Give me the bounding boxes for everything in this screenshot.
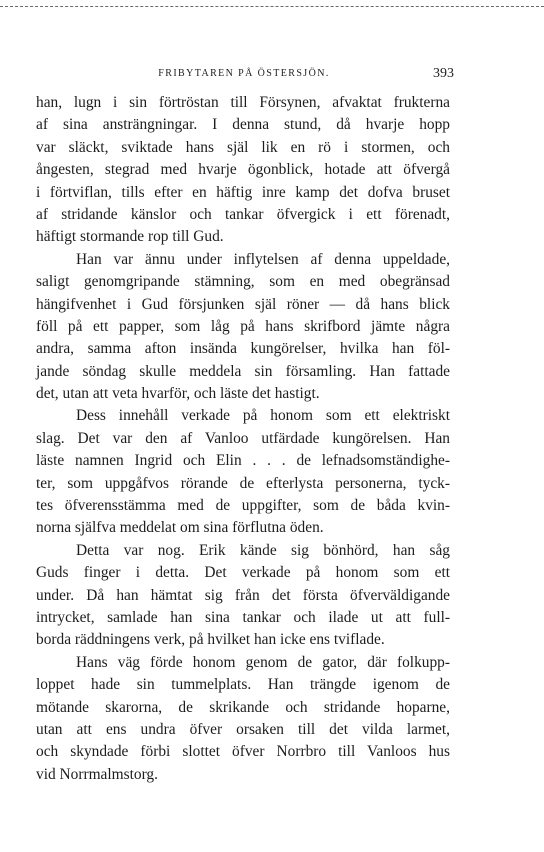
text-line: i förtviflan, tills efter en häftig inre kamp det dofva bruset [36, 183, 450, 201]
text-line: han, lugn i sin förtröstan till Försynen, afvaktat frukterna [36, 94, 450, 111]
text-line: jande söndag skulle meddela sin församling. Han fattade [36, 362, 450, 380]
text-line: läste namnen Ingrid och Elin . . . de lefnadsomständighe- [36, 452, 450, 470]
text-line: det, utan att veta hvarför, och läste det hastigt. [36, 385, 320, 403]
text-line: och skyndade förbi slottet öfver Norrbro till Vanloos hus [36, 743, 450, 761]
running-title: FRIBYTAREN PÅ ÖSTERSJÖN. [158, 68, 330, 79]
text-line: Detta var nog. Erik kände sig bönhörd, han såg [76, 541, 450, 559]
running-head [38, 66, 454, 82]
paragraph [36, 249, 450, 406]
paragraph-text [36, 92, 450, 249]
text-line: föll på ett papper, som låg på hans skrifbord jämte några [36, 317, 450, 335]
text-line: Guds finger i detta. Det verkade på honom som ett [36, 564, 450, 582]
text-line: ångesten, stegrad med hvarje ögonblick, hotade att öfvergå [36, 161, 450, 179]
text-line: mötande skarorna, de skrikande och stridande hoparne, [36, 698, 450, 716]
text-line: under. Då han hämtat sig från det första öfverväldigande [36, 586, 450, 604]
text-line: Han var ännu under inflytelsen af denna uppeldade, [76, 250, 450, 268]
text-line: slag. Det var den af Vanloo utfärdade kungörelsen. Han [36, 429, 450, 447]
text-line: af sina ansträngningar. I denna stund, då hvarje hopp [36, 116, 450, 134]
paragraph [36, 92, 450, 249]
text-line: Hans väg förde honom genom de gator, där folkupp- [76, 653, 450, 671]
body-text [36, 92, 450, 786]
text-line: tes öfverensstämma med de uppgifter, som de båda kvin- [36, 497, 450, 515]
text-line: norna själfva meddelat om sina förflutna öden. [36, 519, 324, 537]
text-line: intrycket, samlade han sina tankar och ilade ut att full- [36, 608, 450, 626]
paragraph-text [36, 405, 450, 539]
text-line: loppet hade sin tummelplats. Han trängde igenom de [36, 676, 450, 694]
text-line: borda räddningens verk, på hvilket han icke ens tviflade. [36, 631, 385, 649]
text-line: utan att ens undra öfver orsaken till det vilda larmet, [36, 720, 450, 738]
text-line: var släckt, sviktade hans själ lik en rö i stormen, och [36, 138, 450, 156]
text-line: ter, som uppgåfvos rörande de efterlysta personerna, tyck- [36, 474, 450, 492]
text-line: hängifvenhet i Gud försjunken själ röner — då hans blick [36, 295, 450, 313]
paragraph-text [36, 652, 450, 786]
text-line: af stridande känslor och tankar öfvergick i ett förenadt, [36, 205, 450, 223]
paragraph [36, 540, 450, 652]
paragraph-text [36, 249, 450, 406]
text-line: vid Norrmalmstorg. [36, 765, 158, 783]
text-line: saligt genomgripande stämning, som en med obegränsad [36, 273, 450, 291]
text-line: Dess innehåll verkade på honom som ett elektriskt [76, 407, 450, 425]
paragraph [36, 652, 450, 786]
text-line: häftigt stormande rop till Gud. [36, 228, 224, 246]
paragraph-text [36, 540, 450, 652]
paragraph [36, 405, 450, 539]
text-line: andra, samma afton insända kungörelser, hvilka han föl- [36, 340, 450, 358]
page-number: 393 [433, 66, 454, 81]
